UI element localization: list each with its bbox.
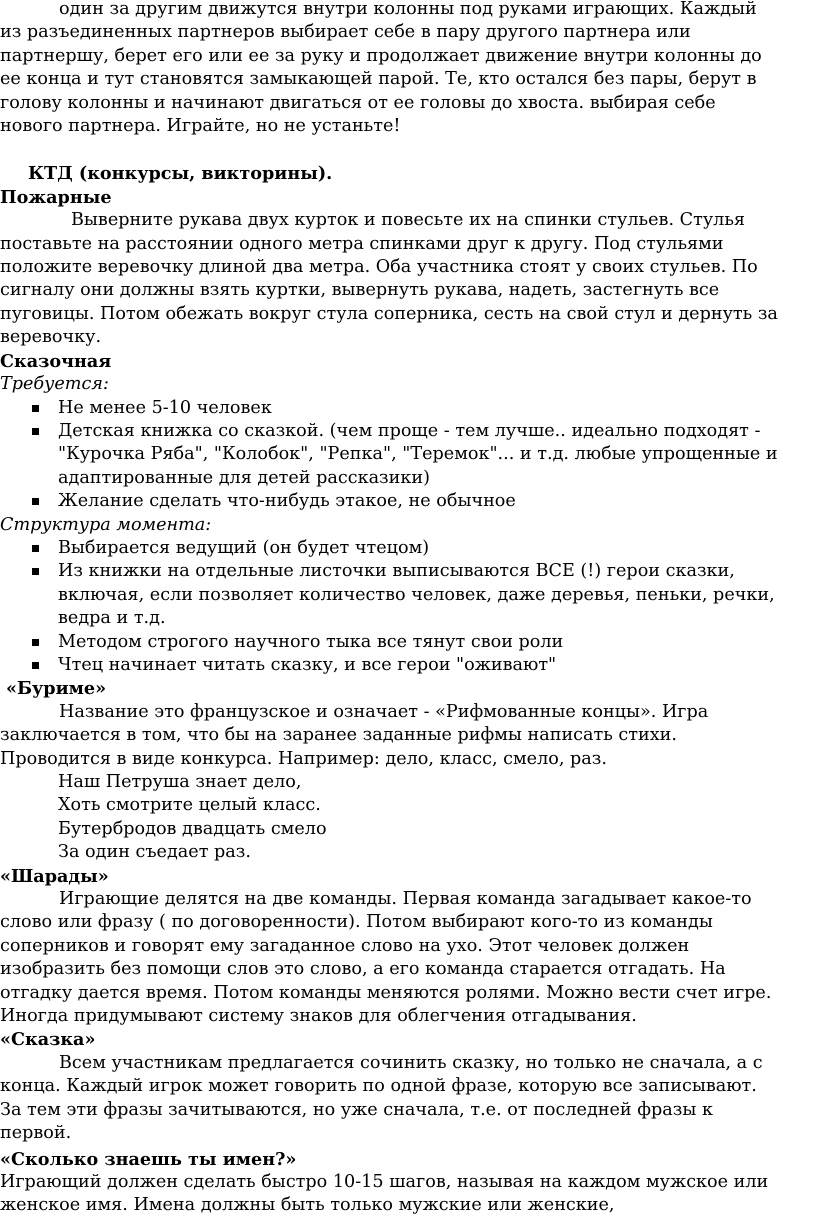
text-line: партнершу, берет его или ее за руку и продолжает движение внутри колонны до <box>0 45 762 66</box>
text-line: За тем эти фразы зачитываются, но уже сначала, т.е. от последней фразы к <box>0 1099 713 1120</box>
text-line: конца. Каждый игрок может говорить по одной фразе, которую все записывают. <box>0 1076 757 1097</box>
bullet-icon <box>32 568 39 575</box>
text-line: один за другим движутся внутри колонны под руками играющих. Каждый <box>59 0 757 19</box>
structure-list <box>0 537 816 677</box>
text-line: положите веревочку длиной два метра. Оба участника стоят у своих стульев. По <box>0 257 758 278</box>
text-line: Играющие делятся на две команды. Первая команда загадывает какое-то <box>59 889 752 910</box>
section-title: Сказочная <box>0 350 112 372</box>
text-line: нового партнера. Играйте, но не устаньте! <box>0 116 401 137</box>
text-line: пуговицы. Потом обежать вокруг стула соперника, сесть на свой стул и дернуть за <box>0 303 778 324</box>
text-line: соперников и говорят ему загаданное слово на ухо. Этот человек должен <box>0 935 690 956</box>
text-line: ее конца и тут становятся замыкающей парой. Те, кто остался без пары, берут в <box>0 69 757 90</box>
required-list <box>0 397 816 514</box>
text-line: слово или фразу ( по договоренности). Потом выбирают кого-то из команды <box>0 912 713 933</box>
poem-line: Бутербродов двадцать смело <box>58 818 327 839</box>
text-line: заключается в том, что бы на заранее заданные рифмы написать стихи. <box>0 725 677 746</box>
section-title: «Шарады» <box>0 865 109 887</box>
text-line: Название это французское и означает - «Рифмованные концы». Игра <box>59 701 709 722</box>
bullet-icon <box>32 545 39 552</box>
section-sharady <box>0 865 816 1029</box>
bullet-icon <box>32 662 39 669</box>
text-line: отгадку дается время. Потом команды меняются ролями. Можно вести счет игре. <box>0 982 772 1003</box>
text-line: Выверните рукава двух курток и повесьте их на спинки стульев. Стулья <box>71 210 746 231</box>
section-skazka <box>0 1028 816 1145</box>
text-line: голову колонны и начинают двигаться от ее головы до хвоста. выбирая себе <box>0 92 716 113</box>
bullet-icon <box>32 498 39 505</box>
poem <box>0 771 816 865</box>
section-burime <box>0 677 816 864</box>
bullet-icon <box>32 428 39 435</box>
list-item: Из книжки на отдельные листочки выписываются ВСЕ (!) герои сказки, включая, если позволяет количество человек, даже деревья, пеньки, речки, ведра и т.д. <box>0 560 816 630</box>
required-label: Требуется: <box>0 374 109 395</box>
section-title: «Сколько знаешь ты имен?» <box>0 1148 297 1170</box>
section-heading: КТД (конкурсы, викторины). <box>28 163 333 185</box>
section-title: Пожарные <box>0 186 112 208</box>
section-pozharnye <box>0 186 816 350</box>
list-item: Не менее 5-10 человек <box>0 397 816 420</box>
section-title: «Буриме» <box>6 678 107 700</box>
text-line: Проводится в виде конкурса. Например: дело, класс, смело, раз. <box>0 748 607 769</box>
intro-paragraph <box>0 0 816 138</box>
text-line: первой. <box>0 1123 72 1144</box>
text-line: изобразить без помощи слов это слово, а его команда старается отгадать. На <box>0 959 726 980</box>
section-skazochnaya <box>0 350 816 678</box>
section-title: «Сказка» <box>0 1029 96 1051</box>
poem-line: Хоть смотрите целый класс. <box>58 795 321 816</box>
poem-line: За один съедает раз. <box>58 842 251 863</box>
structure-label: Структура момента: <box>0 514 212 535</box>
text-line: сигналу они должны взять куртки, вывернуть рукава, надеть, застегнуть все <box>0 280 720 301</box>
section-imena <box>0 1148 816 1218</box>
text-line: женское имя. Имена должны быть только мужские или женские, <box>0 1195 615 1216</box>
poem-line: Наш Петруша знает дело, <box>58 772 302 792</box>
text-line: Всем участникам предлагается сочинить сказку, но только не сначала, а с <box>59 1052 763 1073</box>
text-line: Играющий должен сделать быстро 10-15 шагов, называя на каждом мужское или <box>0 1171 769 1192</box>
list-item: Желание сделать что-нибудь этакое, не обычное <box>0 490 816 513</box>
bullet-icon <box>32 405 39 412</box>
text-line: Иногда придумывают систему знаков для облегчения отгадывания. <box>0 1006 637 1027</box>
text-line: поставьте на расстоянии одного метра спинками друг к другу. Под стульями <box>0 233 724 254</box>
text-line: из разъединенных партнеров выбирает себе в пару другого партнера или <box>0 22 691 43</box>
list-item: Выбирается ведущий (он будет чтецом) <box>0 537 816 560</box>
list-item: Чтец начинает читать сказку, и все герои "оживают" <box>0 654 816 677</box>
list-item: Детская книжка со сказкой. (чем проще - тем лучше.. идеально подходят - "Курочка Ряба", "Колобок", "Репка", "Теремок"... и т.д. любые упрощенные и адаптированные для детей рассказики) <box>0 420 816 490</box>
text-line: веревочку. <box>0 327 102 348</box>
bullet-icon <box>32 639 39 646</box>
list-item: Методом строгого научного тыка все тянут свои роли <box>0 631 816 654</box>
